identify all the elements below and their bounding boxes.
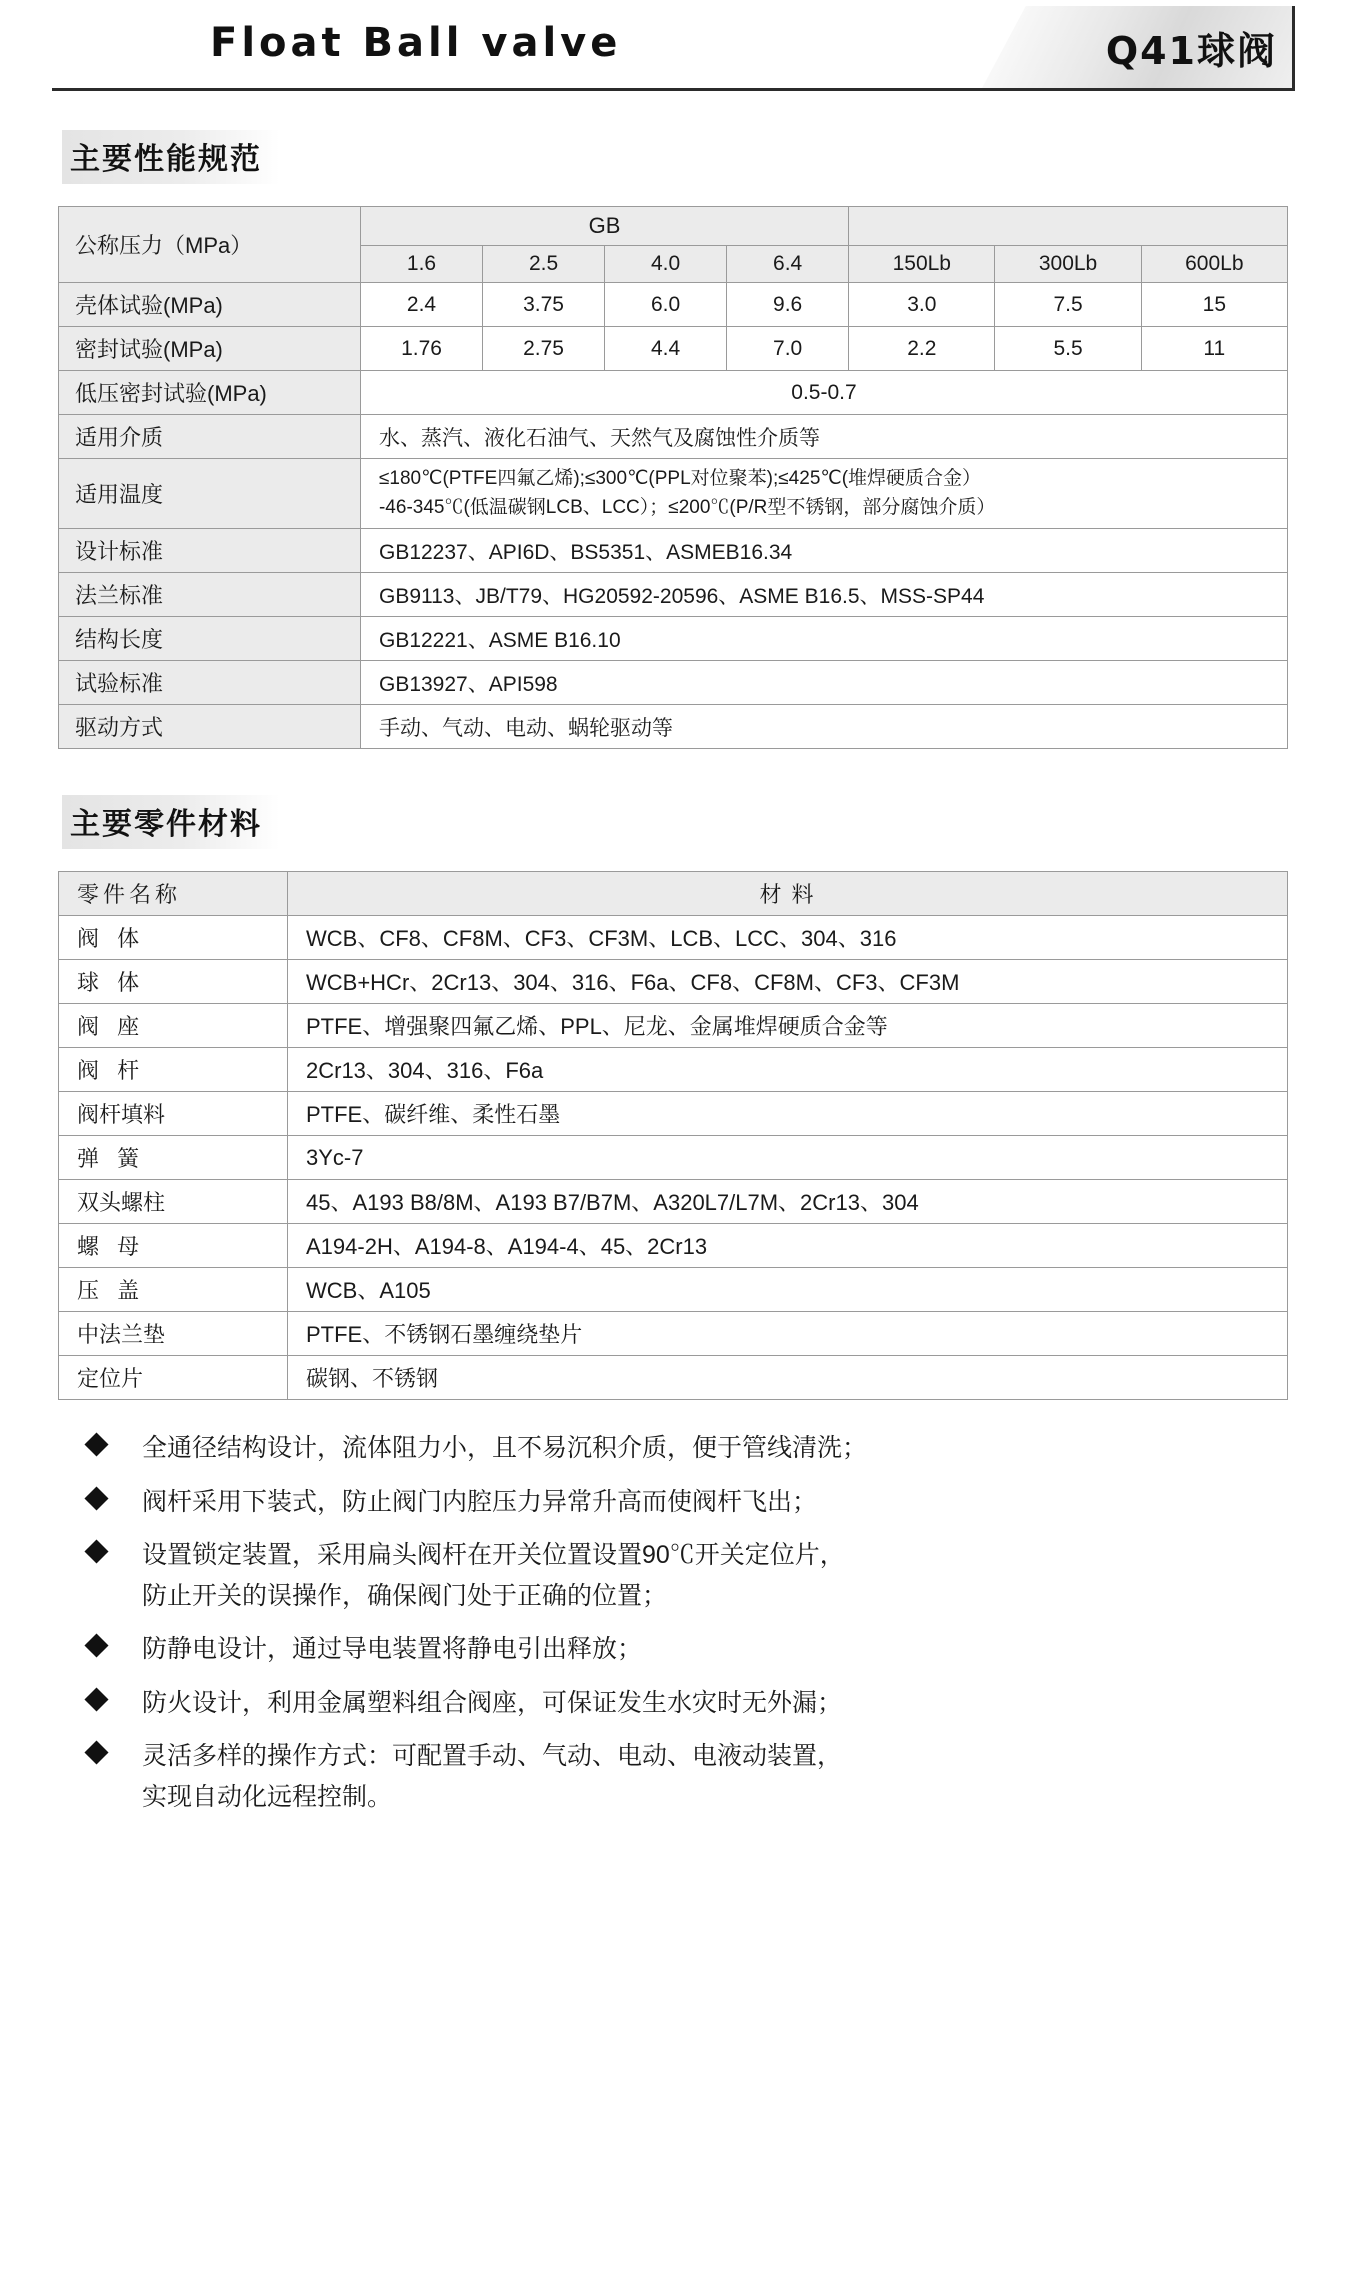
material-part-value: WCB+HCr、2Cr13、304、316、F6a、CF8、CF8M、CF3、CF3M: [288, 960, 1288, 1004]
material-part-name: 定位片: [59, 1356, 288, 1400]
material-header-name: 零件名称: [59, 872, 288, 916]
feature-text: 灵活多样的操作方式：可配置手动、气动、电动、电液动装置，: [142, 1742, 843, 1770]
spec-cell: 2.4: [360, 283, 482, 327]
table-row: [59, 872, 1288, 916]
material-part-name: 阀杆填料: [59, 1092, 288, 1136]
spec-temperature-line2: -46-345℃(低温碳钢LCB、LCC）；≤200℃(P/R型不锈钢，部分腐蚀介质）: [378, 496, 996, 518]
table-row: [59, 327, 1288, 371]
spec-row-label: 壳体试验(MPa): [59, 283, 361, 327]
page-header: [0, 0, 1347, 96]
spec-medium-label: 适用介质: [59, 415, 361, 459]
material-part-value: 45、A193 B8/8M、A193 B7/B7M、A320L7/L7M、2Cr13、304: [288, 1180, 1288, 1224]
material-part-value: PTFE、增强聚四氟乙烯、PPL、尼龙、金属堆焊硬质合金等: [288, 1004, 1288, 1048]
spec-extra-label: 法兰标准: [59, 573, 361, 617]
feature-list: [0, 1428, 1347, 1817]
feature-text: 防静电设计，通过导电装置将静电引出释放；: [142, 1635, 643, 1663]
material-part-name: 球 体: [59, 960, 288, 1004]
material-section: [0, 795, 1347, 1400]
spec-cell: 3.75: [483, 283, 605, 327]
table-row: [59, 1356, 1288, 1400]
table-row: [59, 1180, 1288, 1224]
material-part-value: WCB、CF8、CF8M、CF3、CF3M、LCB、LCC、304、316: [288, 916, 1288, 960]
spec-group-blank: [849, 207, 1288, 246]
diamond-bullet-icon: [84, 1486, 108, 1510]
spec-cell: 6.0: [605, 283, 727, 327]
spec-extra-label: 设计标准: [59, 529, 361, 573]
diamond-bullet-icon: [84, 1633, 108, 1657]
spec-cell: 4.4: [605, 327, 727, 371]
spec-cell: 2.75: [483, 327, 605, 371]
spec-cell: 7.5: [995, 283, 1141, 327]
feature-text: 全通径结构设计，流体阻力小，且不易沉积介质，便于管线清洗；: [142, 1434, 868, 1462]
table-row: [59, 916, 1288, 960]
material-part-name: 弹 簧: [59, 1136, 288, 1180]
spec-extra-value: GB12237、API6D、BS5351、ASMEB16.34: [360, 529, 1287, 573]
spec-extra-value: GB12221、ASME B16.10: [360, 617, 1287, 661]
list-item: [80, 1428, 1287, 1469]
spec-cell: 1.76: [360, 327, 482, 371]
material-part-value: 碳钢、不锈钢: [288, 1356, 1288, 1400]
feature-text: 设置锁定装置，采用扁头阀杆在开关位置设置90℃开关定位片，: [142, 1541, 845, 1569]
feature-text: 防火设计，利用金属塑料组合阀座，可保证发生水灾时无外漏；: [142, 1688, 843, 1717]
list-item: [80, 1629, 1287, 1670]
spec-lowpressure-label: 低压密封试验(MPa): [59, 371, 361, 415]
table-row: [59, 529, 1288, 573]
spec-lb-3: 600Lb: [1141, 246, 1287, 283]
table-row: [59, 960, 1288, 1004]
spec-pressure-label: 公称压力（MPa）: [59, 207, 361, 283]
table-row: [59, 617, 1288, 661]
table-row: [59, 573, 1288, 617]
feature-text-cont: 实现自动化远程控制。: [142, 1782, 393, 1811]
spec-gb-1: 1.6: [360, 246, 482, 283]
spec-section-heading: 主要性能规范: [62, 130, 280, 184]
spec-lowpressure-value: 0.5-0.7: [360, 371, 1287, 415]
table-row: [59, 705, 1288, 749]
spec-cell: 7.0: [727, 327, 849, 371]
spec-cell: 11: [1141, 327, 1287, 371]
table-row: [59, 283, 1288, 327]
table-row: [59, 661, 1288, 705]
spec-extra-label: 驱动方式: [59, 705, 361, 749]
spec-medium-value: 水、蒸汽、液化石油气、天然气及腐蚀性介质等: [360, 415, 1287, 459]
material-part-name: 双头螺柱: [59, 1180, 288, 1224]
header-divider: [52, 88, 1295, 91]
list-item: [80, 1535, 1287, 1616]
spec-group-gb: GB: [360, 207, 848, 246]
spec-lb-2: 300Lb: [995, 246, 1141, 283]
product-tag-label: Q41球阀: [1105, 29, 1277, 73]
spec-extra-value: GB13927、API598: [360, 661, 1287, 705]
material-table: [58, 871, 1288, 1400]
spec-cell: 5.5: [995, 327, 1141, 371]
spec-cell: 3.0: [849, 283, 995, 327]
spec-gb-4: 6.4: [727, 246, 849, 283]
feature-text: 阀杆采用下装式，防止阀门内腔压力异常升高而使阀杆飞出；: [142, 1487, 818, 1516]
spec-table: [58, 206, 1288, 749]
material-part-value: A194-2H、A194-8、A194-4、45、2Cr13: [288, 1224, 1288, 1268]
spec-cell: 9.6: [727, 283, 849, 327]
spec-cell: 2.2: [849, 327, 995, 371]
table-row: [59, 1048, 1288, 1092]
table-row: [59, 1136, 1288, 1180]
spec-extra-label: 试验标准: [59, 661, 361, 705]
table-row: [59, 1224, 1288, 1268]
material-part-name: 压 盖: [59, 1268, 288, 1312]
diamond-bullet-icon: [84, 1740, 108, 1764]
material-part-value: PTFE、不锈钢石墨缠绕垫片: [288, 1312, 1288, 1356]
diamond-bullet-icon: [84, 1539, 108, 1563]
spec-gb-2: 2.5: [483, 246, 605, 283]
spec-row-label: 密封试验(MPa): [59, 327, 361, 371]
diamond-bullet-icon: [84, 1687, 108, 1711]
material-part-name: 阀 体: [59, 916, 288, 960]
table-row: [59, 1312, 1288, 1356]
page-title-en: Float Ball valve: [210, 20, 622, 66]
table-row: [59, 459, 1288, 529]
table-row: [59, 1268, 1288, 1312]
material-header-material: 材 料: [288, 872, 1288, 916]
spec-temperature-line1: ≤180℃(PTFE四氟乙烯);≤300℃(PPL对位聚苯);≤425℃(堆焊硬质合金）: [378, 468, 982, 489]
spec-cell: 15: [1141, 283, 1287, 327]
material-part-value: WCB、A105: [288, 1268, 1288, 1312]
list-item: [80, 1482, 1287, 1523]
list-item: [80, 1683, 1287, 1724]
material-part-value: 3Yc-7: [288, 1136, 1288, 1180]
material-section-heading: 主要零件材料: [62, 795, 280, 849]
table-row: [59, 371, 1288, 415]
list-item: [80, 1736, 1287, 1817]
spec-section: [0, 130, 1347, 749]
table-row: [59, 207, 1288, 246]
table-row: [59, 415, 1288, 459]
table-row: [59, 1092, 1288, 1136]
feature-text-cont: 防止开关的误操作，确保阀门处于正确的位置；: [142, 1581, 668, 1610]
spec-extra-value: 手动、气动、电动、蜗轮驱动等: [360, 705, 1287, 749]
material-part-name: 阀 座: [59, 1004, 288, 1048]
spec-lb-1: 150Lb: [849, 246, 995, 283]
spec-temperature-label: 适用温度: [59, 459, 361, 529]
material-part-value: PTFE、碳纤维、柔性石墨: [288, 1092, 1288, 1136]
material-part-name: 中法兰垫: [59, 1312, 288, 1356]
diamond-bullet-icon: [84, 1432, 108, 1456]
spec-gb-3: 4.0: [605, 246, 727, 283]
table-row: [59, 1004, 1288, 1048]
spec-extra-value: GB9113、JB/T79、HG20592-20596、ASME B16.5、MSS-SP44: [360, 573, 1287, 617]
spec-extra-label: 结构长度: [59, 617, 361, 661]
material-part-name: 螺 母: [59, 1224, 288, 1268]
material-part-value: 2Cr13、304、316、F6a: [288, 1048, 1288, 1092]
material-part-name: 阀 杆: [59, 1048, 288, 1092]
spec-temperature-value: [360, 459, 1287, 529]
